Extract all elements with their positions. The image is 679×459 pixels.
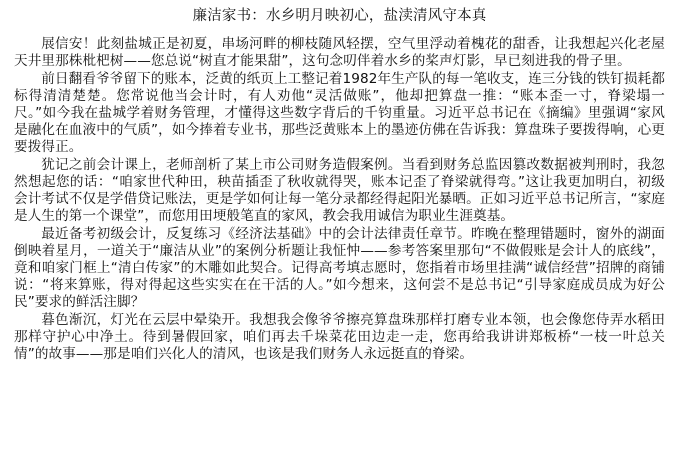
paragraph-ledger: 前日翻看爷爷留下的账本，泛黄的纸页上工整记着1982年生产队的每一笔收支，连三分钱的铁钉损耗都标得清清楚楚。您常说他当会计时，有人劝他“灵活做账”，他却把算盘一推：“账本歪一寸，脊梁塌一尺。”如今我在盐城学着财务管理，才懂得这些数字背后的千钧重量。习近平总书记在《摘编》里强调“家风是融化在血液中的气质”，如今捧着专业书，那些泛黄账本上的墨迹仿佛在告诉我：算盘珠子要拨得响，心更要拨得正。 [14,71,666,155]
paragraph-exam-prep: 最近备考初级会计，反复练习《经济法基础》中的会计法律责任章节。昨晚在整理错题时，窗外的湖面倒映着星月，一道关于“廉洁从业”的案例分析题让我怔忡——参考答案里那句“不做假账是会计人的底线”，竟和咱家门框上“清白传家”的木雕如此契合。记得高考填志愿时，您指着市场里挂满“诚信经营”招牌的商铺说：“将来算账，得对得起这些实实在在干活的人。”如今想来，这何尝不是总书记“引导家庭成员成为好公民”要求的鲜活注脚？ [14,226,665,310]
paragraph-closing: 暮色渐沉，灯光在云层中晕染开。我想我会像爷爷擦亮算盘珠那样打磨专业本领，也会像您侍弄水稻田那样守护心中净土。待到暑假回家，咱们再去千垛菜花田边走一走，您再给我讲讲郑板桥“一枝一叶总关情”的故事——那是咱们兴化人的清风，也该是我们财务人永远挺直的脊梁。 [14,312,665,362]
paragraph-greeting: 展信安！此刻盐城正是初夏，串场河畔的柳枝随风轻摆，空气里浮动着槐花的甜香，让我想起兴化老屋天井里那株枇杷树——您总说“树直才能果甜”，这句念叨伴着水乡的桨声灯影，早已刻进我的骨子里。 [14,36,665,69]
paragraph-accounting-class: 犹记之前会计课上，老师剖析了某上市公司财务造假案例。当看到财务总监因篡改数据被判刑时，我忽然想起您的话：“咱家世代种田，秧苗插歪了秋收就得哭，账本记歪了脊梁就得弯。”这让我更加明白，初级会计考试不仅是学借贷记账法，更是学如何让每一笔分录都经得起阳光暴晒。正如习近平总书记所言，“家庭是人生的第一个课堂”，而您用田埂般笔直的家风，教会我用诚信为职业生涯奠基。 [14,157,665,224]
document-title: 廉洁家书：水乡明月映初心，盐渎清风守本真 [192,8,487,24]
